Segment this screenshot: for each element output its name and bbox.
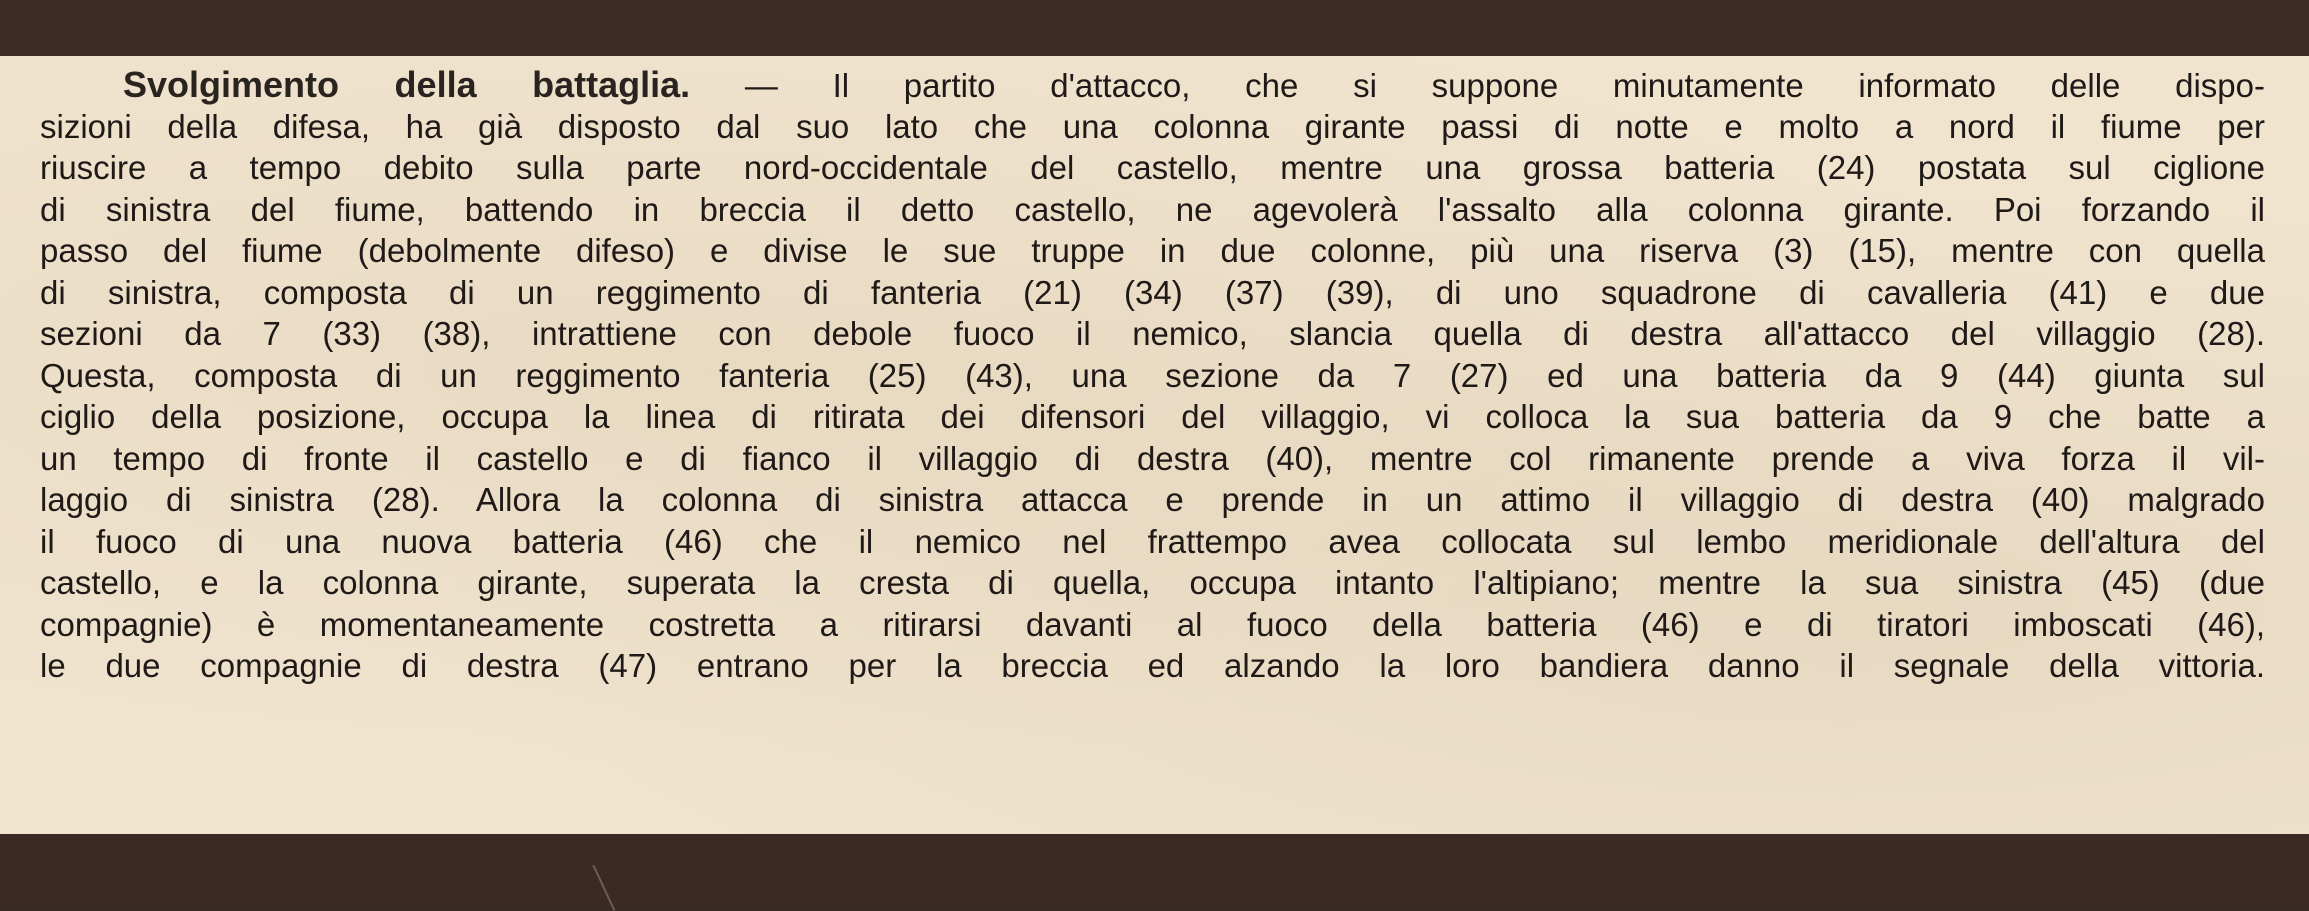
paper-clipping bbox=[0, 56, 2309, 834]
paragraph-line: di sinistra del fiume, battendo in breccia il detto castello, ne agevolerà l'assalto alla colonna girante. Poi forzando il bbox=[40, 190, 2265, 228]
paragraph-line: il fuoco di una nuova batteria (46) che il nemico nel frattempo avea collocata sul lembo meridionale dell'altura del bbox=[40, 522, 2265, 560]
article-paragraph bbox=[40, 64, 2265, 687]
paragraph-line: passo del fiume (debolmente difeso) e divise le sue truppe in due colonne, più una riserva (3) (15), mentre con quella bbox=[40, 232, 2265, 269]
paragraph-line-1 bbox=[40, 64, 2265, 106]
paragraph-line: castello, e la colonna girante, superata la cresta di quella, occupa intanto l'altipiano; mentre la sua sinistra (45) (due bbox=[40, 564, 2265, 601]
paragraph-line: di sinistra, composta di un reggimento di fanteria (21) (34) (37) (39), di uno squadrone di cavalleria (41) e due bbox=[40, 273, 2265, 311]
paragraph-line-last: le due compagnie di destra (47) entrano per la breccia ed alzando la loro bandiera danno il segnale della vittoria. bbox=[40, 647, 2265, 684]
paragraph-line: un tempo di fronte il castello e di fianco il villaggio di destra (40), mentre col rimanente prende a viva forza il vil- bbox=[40, 439, 2265, 477]
paragraph-line: ciglio della posizione, occupa la linea di ritirata dei difensori del villaggio, vi colloca la sua batteria da 9 che batte a bbox=[40, 398, 2265, 435]
paragraph-line: compagnie) è momentaneamente costretta a ritirarsi davanti al fuoco della batteria (46) e di tiratori imboscati (46), bbox=[40, 605, 2265, 643]
paragraph-line: sezioni da 7 (33) (38), intrattiene con debole fuoco il nemico, slancia quella di destra all'attacco del villaggio (28). bbox=[40, 315, 2265, 352]
paragraph-line: laggio di sinistra (28). Allora la colonna di sinistra attacca e prende in un attimo il villaggio di destra (40) malgrado bbox=[40, 481, 2265, 518]
dark-background-band bbox=[0, 834, 2309, 907]
paragraph-line: riuscire a tempo debito sulla parte nord-occidentale del castello, mentre una grossa batteria (24) postata sul ciglione bbox=[40, 149, 2265, 186]
section-heading: Svolgimento della battaglia. bbox=[123, 64, 691, 105]
paragraph-line: Questa, composta di un reggimento fanteria (25) (43), una sezione da 7 (27) ed una batteria da 9 (44) giunta sul bbox=[40, 356, 2265, 394]
paragraph-line-text: — Il partito d'attacco, che si suppone minutamente informato delle dispo- bbox=[690, 67, 2265, 104]
paragraph-line: sizioni della difesa, ha già disposto dal suo lato che una colonna girante passi di notte e molto a nord il fiume per bbox=[40, 107, 2265, 145]
